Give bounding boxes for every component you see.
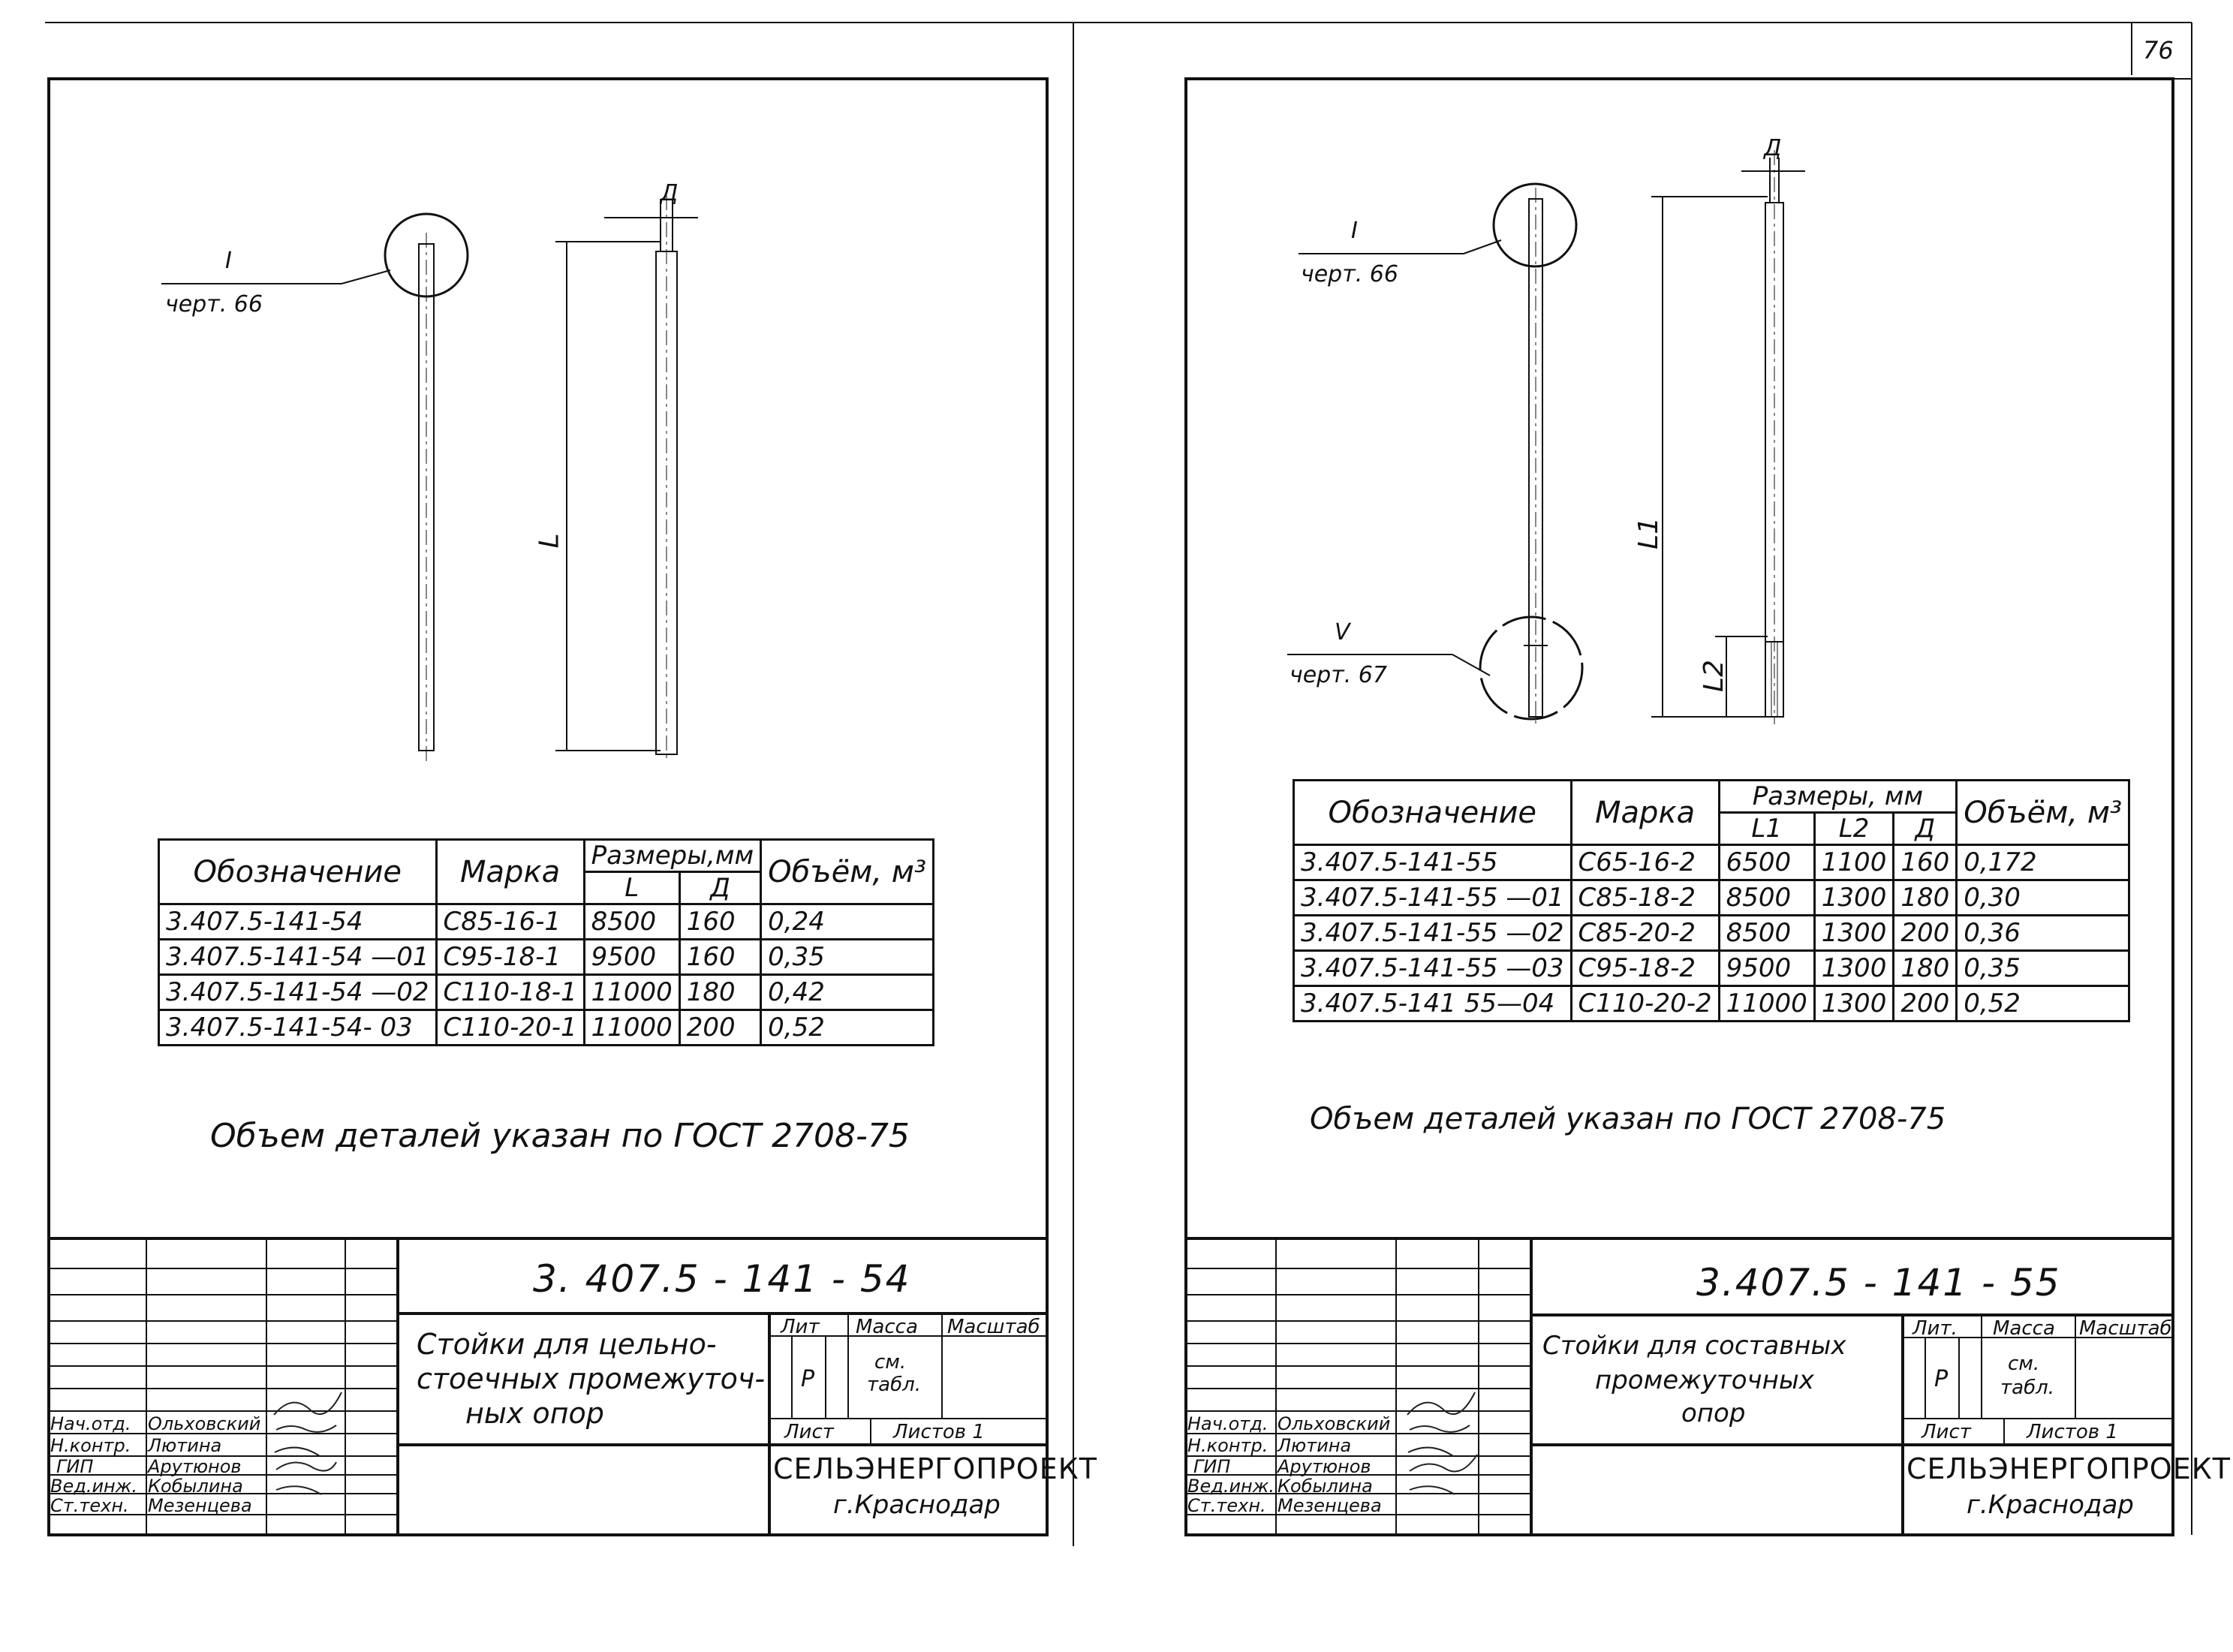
- spec-table: [1293, 779, 2130, 1022]
- col-size-d: Д: [679, 872, 760, 904]
- table-row: [1294, 951, 2129, 986]
- col-designation: Обозначение: [1294, 781, 1572, 845]
- table-row: [1294, 845, 2129, 880]
- person-name: Мезенцева: [1278, 1495, 1382, 1516]
- cell-l: 8500: [584, 904, 679, 940]
- city-name: г.Краснодар: [833, 1490, 1001, 1520]
- person-name: Лютина: [148, 1435, 222, 1456]
- lit-value: Р: [1934, 1366, 1949, 1392]
- person-name: Лютина: [1278, 1435, 1352, 1456]
- person-name: Кобылина: [148, 1476, 243, 1497]
- sheet-title-line3: ных опор: [465, 1397, 604, 1430]
- city-name: г.Краснодар: [1967, 1490, 2134, 1520]
- volume-note: Объем деталей указан по ГОСТ 2708-75: [210, 1117, 910, 1155]
- cell-volume: 0,52: [1957, 986, 2129, 1022]
- cell-brand: С85-20-2: [1571, 916, 1719, 951]
- organization-name: СЕЛЬЭНЕРГОПРОЕКТ: [1906, 1452, 2231, 1485]
- cell-d: 180: [1894, 880, 1957, 916]
- col-designation: Обозначение: [159, 840, 437, 904]
- cell-designation: 3.407.5-141-55 —01: [1294, 880, 1572, 916]
- col-brand: Марка: [1571, 781, 1719, 845]
- cell-brand: С85-16-1: [436, 904, 584, 940]
- cell-designation: 3.407.5-141-54: [159, 904, 437, 940]
- cell-l1: 11000: [1719, 986, 1814, 1022]
- scale-label: Масштаб: [947, 1316, 1040, 1338]
- callout-ref: черт. 66: [1301, 261, 1398, 287]
- document-code: 3. 407.5 - 141 - 54: [533, 1257, 911, 1301]
- cell-volume: 0,35: [761, 940, 934, 975]
- sheet-title-line1: Стойки для составных: [1542, 1331, 1846, 1361]
- cell-l1: 9500: [1719, 951, 1814, 986]
- sheet-label: Лист: [1922, 1421, 1971, 1443]
- callout-ref: черт. 66: [165, 291, 263, 317]
- dim-length1-label: L1: [1633, 517, 1664, 549]
- cell-designation: 3.407.5-141-55 —02: [1294, 916, 1572, 951]
- organization-name: СЕЛЬЭНЕРГОПРОЕКТ: [773, 1452, 1097, 1485]
- mass-label: Масса: [856, 1316, 918, 1338]
- sheet-title-line1: Стойки для цельно-: [417, 1328, 717, 1361]
- cell-d: 180: [679, 975, 760, 1010]
- mass-label: Масса: [1993, 1317, 2055, 1340]
- cell-d: 180: [1894, 951, 1957, 986]
- cell-volume: 0,52: [761, 1010, 934, 1046]
- cell-designation: 3.407.5-141-55 —03: [1294, 951, 1572, 986]
- table-row: [1294, 880, 2129, 916]
- col-size-l1: L1: [1719, 813, 1814, 845]
- col-volume: Объём, м³: [1957, 781, 2129, 845]
- role-label: ГИП: [56, 1456, 94, 1477]
- col-sizes: Размеры,мм: [584, 840, 761, 872]
- document-code: 3.407.5 - 141 - 55: [1696, 1261, 2061, 1304]
- table-row: [1294, 986, 2129, 1022]
- col-sizes: Размеры, мм: [1719, 781, 1957, 813]
- mass-value: см.: [874, 1351, 907, 1374]
- cell-brand: С65-16-2: [1571, 845, 1719, 880]
- col-size-l2: L2: [1814, 813, 1894, 845]
- dim-length2-label: L2: [1698, 660, 1729, 692]
- cell-d: 200: [1894, 916, 1957, 951]
- cell-designation: 3.407.5-141-54 —01: [159, 940, 437, 975]
- cell-l2: 1300: [1814, 880, 1894, 916]
- page-number: 76: [2143, 36, 2174, 65]
- role-label: Н.контр.: [50, 1435, 131, 1456]
- sheet-title-line2: промежуточных: [1595, 1365, 1814, 1395]
- cell-designation: 3.407.5-141 55—04: [1294, 986, 1572, 1022]
- lit-label: Лит: [781, 1316, 820, 1338]
- cell-l: 11000: [584, 975, 679, 1010]
- lit-value: Р: [801, 1366, 815, 1392]
- cell-l2: 1300: [1814, 951, 1894, 986]
- lit-label: Лит.: [1912, 1317, 1958, 1340]
- col-volume: Объём, м³: [761, 840, 934, 904]
- cell-d: 200: [679, 1010, 760, 1046]
- cell-l: 9500: [584, 940, 679, 975]
- cell-brand: С110-20-1: [436, 1010, 584, 1046]
- sheets-label: Листов 1: [2027, 1421, 2118, 1443]
- role-label: Вед.инж.: [50, 1476, 137, 1497]
- person-name: Кобылина: [1278, 1476, 1373, 1497]
- table-row: [1294, 916, 2129, 951]
- col-brand: Марка: [436, 840, 584, 904]
- table-row: [159, 940, 934, 975]
- callout-mark: V: [1335, 619, 1350, 645]
- cell-d: 160: [1894, 845, 1957, 880]
- role-label: Вед.инж.: [1187, 1476, 1274, 1497]
- person-name: Ольховский: [148, 1413, 261, 1434]
- cell-l2: 1300: [1814, 916, 1894, 951]
- cell-l1: 8500: [1719, 916, 1814, 951]
- sheet-label: Лист: [784, 1421, 834, 1443]
- table-row: [159, 904, 934, 940]
- cell-brand: С110-20-2: [1571, 986, 1719, 1022]
- cell-volume: 0,30: [1957, 880, 2129, 916]
- table-row: [159, 975, 934, 1010]
- role-label: Н.контр.: [1187, 1435, 1268, 1456]
- cell-l1: 8500: [1719, 880, 1814, 916]
- sheet-title-line2: стоечных промежуточ-: [417, 1362, 766, 1395]
- cell-l1: 6500: [1719, 845, 1814, 880]
- cell-l2: 1300: [1814, 986, 1894, 1022]
- callout-mark: I: [225, 248, 232, 274]
- cell-d: 160: [679, 940, 760, 975]
- col-size-l: L: [584, 872, 679, 904]
- cell-brand: С110-18-1: [436, 975, 584, 1010]
- table-row: [159, 1010, 934, 1046]
- cell-l2: 1100: [1814, 845, 1894, 880]
- role-label: Нач.отд.: [50, 1413, 131, 1434]
- dim-diameter-label: Д: [661, 180, 679, 206]
- mass-value-2: табл.: [867, 1374, 921, 1396]
- cell-designation: 3.407.5-141-54- 03: [159, 1010, 437, 1046]
- cell-brand: С95-18-1: [436, 940, 584, 975]
- person-name: Арутюнов: [148, 1456, 242, 1477]
- role-label: Ст.техн.: [50, 1495, 129, 1516]
- role-label: Ст.техн.: [1187, 1495, 1266, 1516]
- sheets-label: Листов 1: [893, 1421, 985, 1443]
- spec-table: [158, 838, 934, 1046]
- person-name: Арутюнов: [1278, 1456, 1371, 1477]
- cell-volume: 0,172: [1957, 845, 2129, 880]
- callout-ref: черт. 67: [1290, 662, 1387, 688]
- cell-d: 160: [679, 904, 760, 940]
- mass-value: см.: [2008, 1353, 2040, 1375]
- cell-volume: 0,24: [761, 904, 934, 940]
- cell-volume: 0,36: [1957, 916, 2129, 951]
- person-name: Ольховский: [1278, 1413, 1391, 1434]
- cell-brand: С85-18-2: [1571, 880, 1719, 916]
- cell-l: 11000: [584, 1010, 679, 1046]
- cell-volume: 0,35: [1957, 951, 2129, 986]
- callout-mark: I: [1351, 218, 1358, 244]
- cell-designation: 3.407.5-141-54 —02: [159, 975, 437, 1010]
- sheet-title-line3: опор: [1681, 1398, 1746, 1428]
- cell-volume: 0,42: [761, 975, 934, 1010]
- cell-d: 200: [1894, 986, 1957, 1022]
- col-size-d: Д: [1894, 813, 1957, 845]
- dim-diameter-label: Д: [1764, 135, 1782, 161]
- role-label: ГИП: [1193, 1456, 1231, 1477]
- scale-label: Масштаб: [2079, 1317, 2172, 1340]
- mass-value-2: табл.: [2000, 1377, 2054, 1399]
- cell-brand: С95-18-2: [1571, 951, 1719, 986]
- role-label: Нач.отд.: [1187, 1413, 1268, 1434]
- dim-length-label: L: [534, 533, 565, 549]
- person-name: Мезенцева: [148, 1495, 252, 1516]
- volume-note: Объем деталей указан по ГОСТ 2708-75: [1310, 1102, 1946, 1136]
- cell-designation: 3.407.5-141-55: [1294, 845, 1572, 880]
